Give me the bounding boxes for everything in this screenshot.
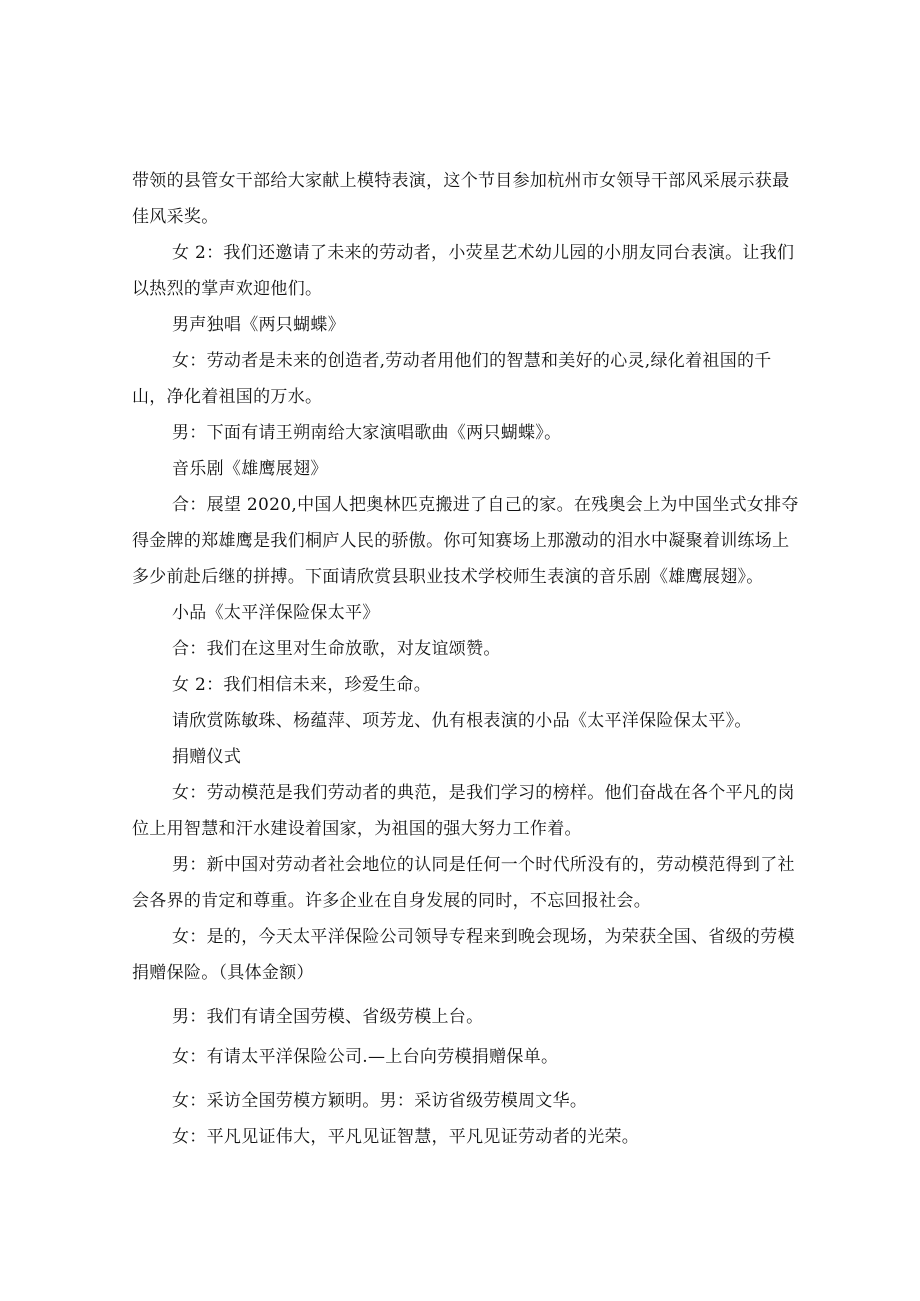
paragraph: 女 2：我们还邀请了未来的劳动者，小荧星艺术幼儿园的小朋友同台表演。让我们以热烈的掌声欢迎他们。 (132, 243, 795, 299)
program-heading: 男声独唱《两只蝴蝶》 (172, 315, 345, 335)
paragraph: 男：我们有请全国劳模、省级劳模上台。 (172, 1007, 484, 1027)
document-body (132, 163, 804, 1155)
paragraph: 女：劳动者是未来的创造者,劳动者用他们的智慧和美好的心灵,绿化着祖国的千山，净化着祖国的万水。 (132, 351, 772, 407)
paragraph: 女：采访全国劳模方颖明。男：采访省级劳模周文华。 (172, 1091, 588, 1111)
paragraph: 男：下面有请王朔南给大家演唱歌曲《两只蝴蝶》。 (172, 423, 562, 443)
paragraph: 女：是的，今天太平洋保险公司领导专程来到晚会现场，为荣获全国、省级的劳模捐赠保险。（具体金额） (132, 927, 795, 983)
program-heading: 小品《太平洋保险保太平》 (172, 603, 380, 623)
paragraph: 合：展望 2020,中国人把奥林匹克搬进了自己的家。在残奥会上为中国坐式女排夺得金牌的郑雄鹰是我们桐庐人民的骄傲。你可知赛场上那激动的泪水中凝聚着训练场上多少前赴后继的拼搏。下面请欣赏县职业技术学校师生表演的音乐剧《雄鹰展翅》。 (132, 495, 799, 587)
program-heading: 音乐剧《雄鹰展翅》 (172, 459, 328, 479)
paragraph: 女：平凡见证伟大，平凡见证智慧，平凡见证劳动者的光荣。 (172, 1127, 640, 1147)
paragraph: 男：新中国对劳动者社会地位的认同是任何一个时代所没有的，劳动模范得到了社会各界的肯定和尊重。许多企业在自身发展的同时，不忘回报社会。 (132, 855, 795, 911)
paragraph: 带领的县管女干部给大家献上模特表演，这个节目参加杭州市女领导干部风采展示获最佳风采奖。 (132, 171, 790, 227)
program-heading: 捐赠仪式 (172, 747, 242, 767)
paragraph: 请欣赏陈敏珠、杨蕴萍、项芳龙、仇有根表演的小品《太平洋保险保太平》。 (172, 711, 752, 731)
paragraph: 合：我们在这里对生命放歌，对友谊颂赞。 (172, 639, 501, 659)
paragraph: 女：劳动模范是我们劳动者的典范，是我们学习的榜样。他们奋战在各个平凡的岗位上用智慧和汗水建设着国家，为祖国的强大努力工作着。 (132, 783, 795, 839)
paragraph: 女 2：我们相信未来，珍爱生命。 (172, 675, 432, 695)
paragraph: 女：有请太平洋保险公司.—上台向劳模捐赠保单。 (172, 1047, 559, 1067)
